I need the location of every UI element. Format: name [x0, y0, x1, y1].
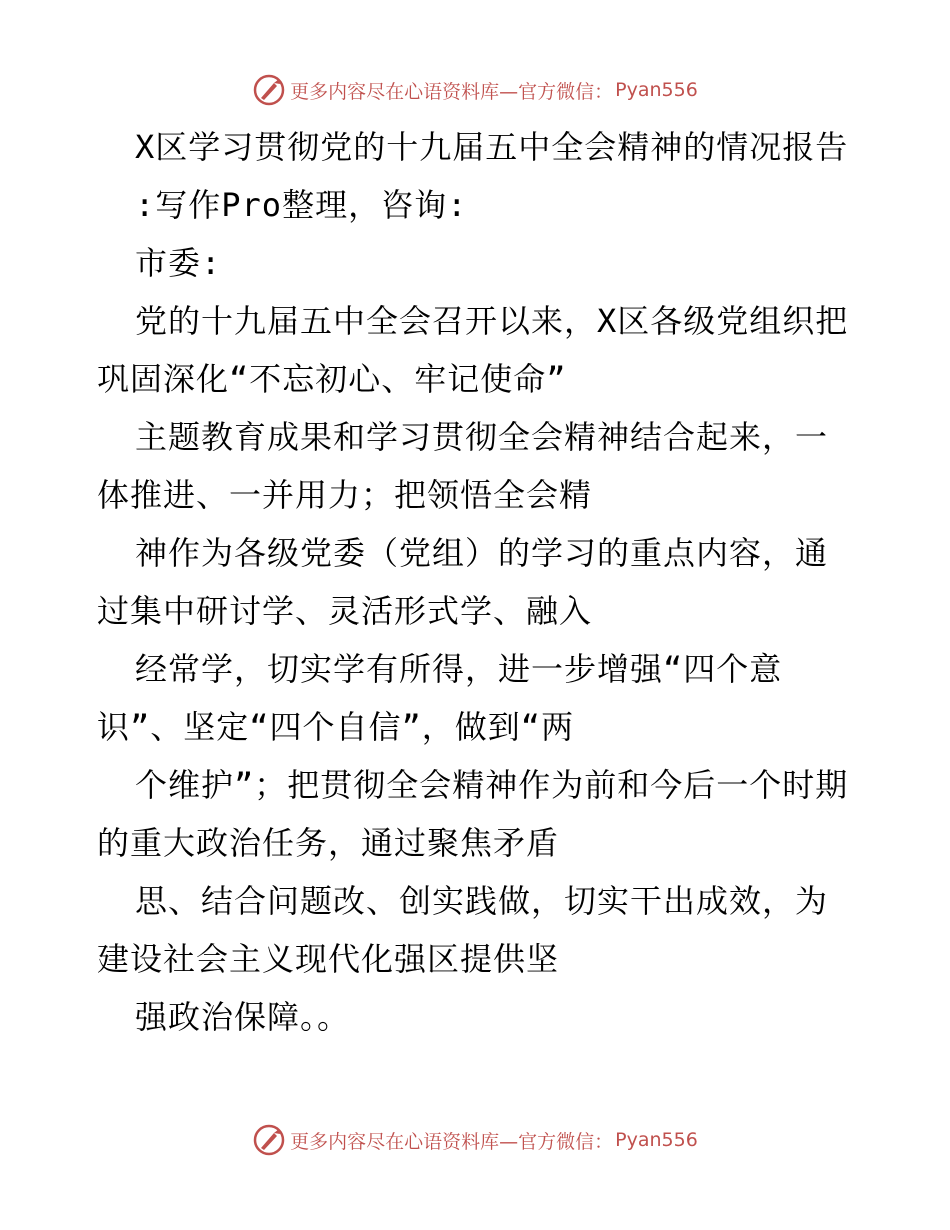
document-paragraph: 主题教育成果和学习贯彻全会精神结合起来，一体推进、一并用力；把领悟全会精: [97, 418, 829, 514]
document-paragraph: 神作为各级党委（党组）的学习的重点内容，通过集中研讨学、灵活形式学、融入: [97, 534, 829, 630]
watermark-text: 更多内容尽在心语资料库—官方微信：: [290, 1130, 614, 1153]
watermark-id: Pyan556: [615, 79, 698, 101]
document-source-line: :写作Pro整理，咨询:: [135, 186, 468, 224]
document-paragraph: 思、结合问题改、创实践做，切实干出成效，为建设社会主义现代化强区提供坚: [97, 882, 829, 978]
watermark-footer: [0, 1120, 950, 1160]
document-paragraph: 强政治保障。。: [135, 998, 351, 1036]
pen-in-circle-icon: [252, 73, 286, 107]
document-title: X区学习贯彻党的十九届五中全会精神的情况报告: [135, 128, 849, 166]
watermark-id: Pyan556: [615, 1129, 698, 1151]
document-addressee: 市委:: [135, 244, 222, 282]
document-paragraph: 经常学，切实学有所得，进一步增强“四个意识”、坚定“四个自信”，做到“两: [97, 650, 783, 746]
pen-in-circle-icon: [252, 1123, 286, 1157]
document-paragraph: 个维护”；把贯彻全会精神作为前和今后一个时期的重大政治任务，通过聚焦矛盾: [97, 766, 849, 862]
document-paragraph: 党的十九届五中全会召开以来，X区各级党组织把巩固深化“不忘初心、牢记使命”: [97, 302, 849, 398]
watermark-text: 更多内容尽在心语资料库—官方微信：: [290, 80, 614, 103]
watermark-header: [0, 70, 950, 110]
document-body: [97, 118, 857, 1046]
